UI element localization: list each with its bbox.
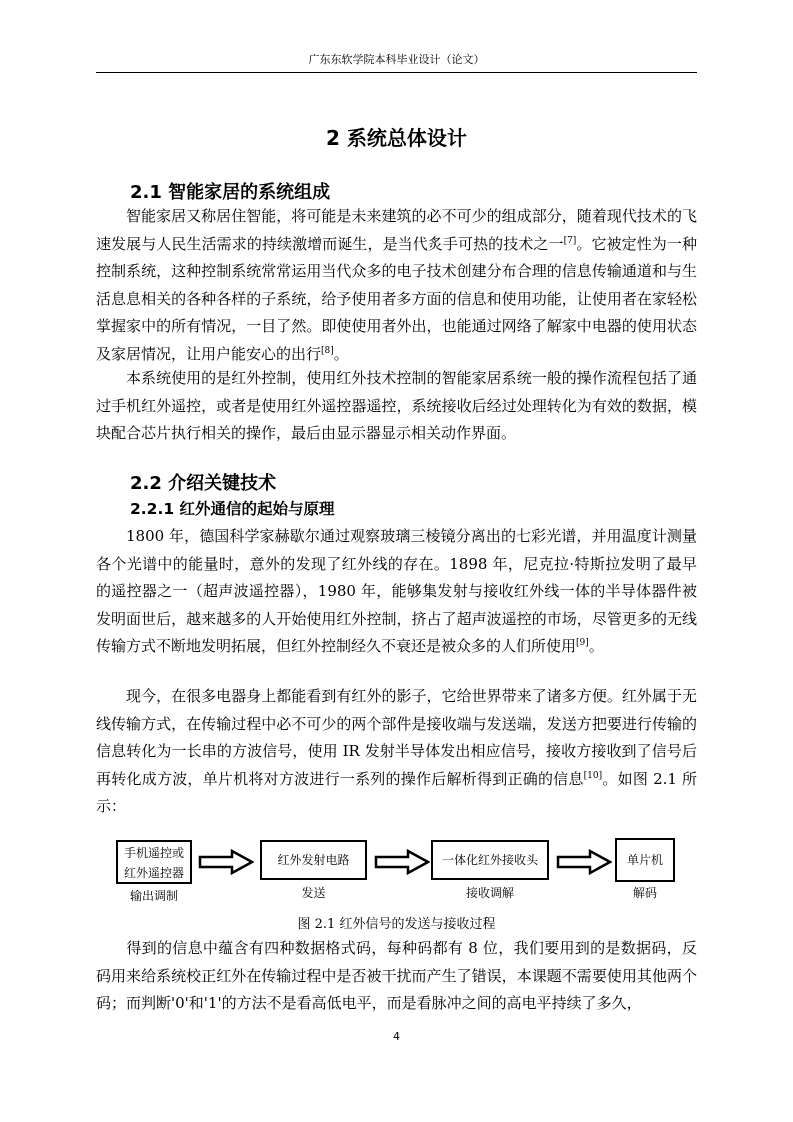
arrow-icon-2 (374, 849, 430, 875)
remote-control-label-line2: 红外遥控器 (123, 866, 184, 880)
ir-receiver-caption: 接收调解 (465, 886, 514, 900)
figure-caption: 图 2.1 红外信号的发送与接收过程 (297, 917, 496, 932)
section-heading-2-1: 2.1 智能家居的系统组成 (130, 182, 331, 203)
ir-receiver-box: 一体化红外接收头 (431, 840, 549, 880)
ir-transmitter-caption: 发送 (301, 886, 326, 900)
page-number: 4 (393, 1030, 400, 1043)
chapter-title: 2 系统总体设计 (326, 126, 467, 150)
remote-control-box (116, 840, 192, 884)
paragraph-3-text-2: 。 (588, 637, 604, 655)
page-header: 广东东软学院本科毕业设计（论文） (308, 53, 485, 66)
paragraph-5-text: 得到的信息中蕴含有四种数据格式码，每种码都有 8 位，我们要用到的是数据码，反码用来给系统校正红外在传输过程中是否被干扰而产生了错误，本课题不需要使用其他两个码；而判断'0'和'1'的方法不是看高低电平，而是看脉冲之间的高电平持续了多久， (96, 939, 697, 1012)
section-heading-2-2: 2.2 介绍关键技术 (130, 473, 277, 494)
paragraph-5 (96, 935, 697, 1018)
citation-8: [8] (321, 345, 334, 356)
mcu-caption: 解码 (632, 886, 657, 900)
citation-10: [10] (583, 770, 603, 781)
paragraph-2-text: 本系统使用的是红外控制，使用红外技术控制的智能家居系统一般的操作流程包括了通过手机红外遥控，或者是使用红外遥控器遥控，系统接收后经过处理转化为有效的数据，模块配合芯片执行相关的操作，最后由显示器显示相关动作界面。 (96, 369, 697, 442)
remote-control-caption: 输出调制 (129, 889, 178, 903)
paragraph-1-text: 智能家居又称居住智能，将可能是未来建筑的必不可少的组成部分，随着现代技术的飞速发展与人民生活需求的持续激增而诞生，是当代炙手可热的技术之一 (96, 207, 697, 253)
arrow-icon-1 (198, 849, 254, 875)
remote-control-label-line1: 手机遥控或 (123, 846, 184, 860)
citation-9: [9] (576, 638, 589, 648)
arrow-icon-3 (556, 849, 612, 875)
mcu-box: 单片机 (615, 838, 675, 882)
citation-7: [7] (563, 235, 577, 246)
paragraph-2 (96, 365, 697, 448)
paragraph-4 (96, 683, 697, 821)
paragraph-4-text: 现今，在很多电器身上都能看到有红外的影子，它给世界带来了诸多方便。红外属于无线传输方式，在传输过程中必不可少的两个部件是接收端与发送端，发送方把要进行传输的信息转化为一长串的方波信号，使用 IR 发射半导体发出相应信号，接收方接收到了信号后再转化成方波，单片机将对方波进行一系列的操作后解析得到正确的信息 (96, 687, 697, 788)
paragraph-1-text-2: 。它被定性为一种控制系统，这种控制系统常常运用当代众多的电子技术创建分布合理的信息传输通道和与生活息息相关的各种各样的子系统，给予使用者多方面的信息和使用功能，让使用者在家轻松掌握家中的所有情况，一目了然。即使使用者外出，也能通过网络了解家中电器的使用状态及家居情况，让用户能安心的出行 (96, 234, 697, 363)
ir-transmitter-box: 红外发射电路 (260, 840, 367, 880)
paragraph-4-text-2: 。如图 2.1 所示： (96, 769, 697, 815)
paragraph-1 (96, 203, 697, 368)
section-heading-2-2-1: 2.2.1 红外通信的起始与原理 (130, 500, 335, 518)
paragraph-1-text-3: 。 (333, 344, 349, 363)
header-rule (96, 72, 697, 73)
paragraph-3-text: 1800 年，德国科学家赫歇尔通过观察玻璃三棱镜分离出的七彩光谱，并用温度计测量各个光谱中的能量时，意外的发现了红外线的存在。1898 年，尼克拉·特斯拉发明了最早的遥控器之一（超声波遥控器），1980 年，能够集发射与接收红外线一体的半导体器件被发明面世后，越来越多的人开始使用红外控制，挤占了超声波遥控的市场，尽管更多的无线传输方式不断地发明拓展，但红外控制经久不衰还是被众多的人们所使用 (96, 527, 697, 655)
figure-2-1-block-diagram (96, 828, 697, 908)
paragraph-3 (96, 523, 697, 661)
